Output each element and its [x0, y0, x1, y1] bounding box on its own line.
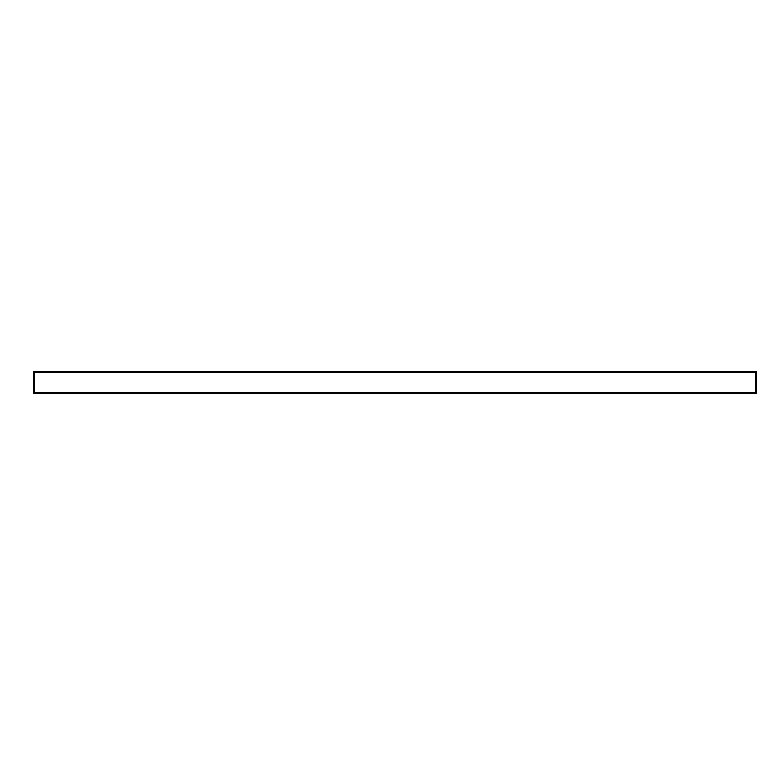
polar-map [163, 62, 601, 368]
altitude-colorbar [33, 371, 757, 394]
